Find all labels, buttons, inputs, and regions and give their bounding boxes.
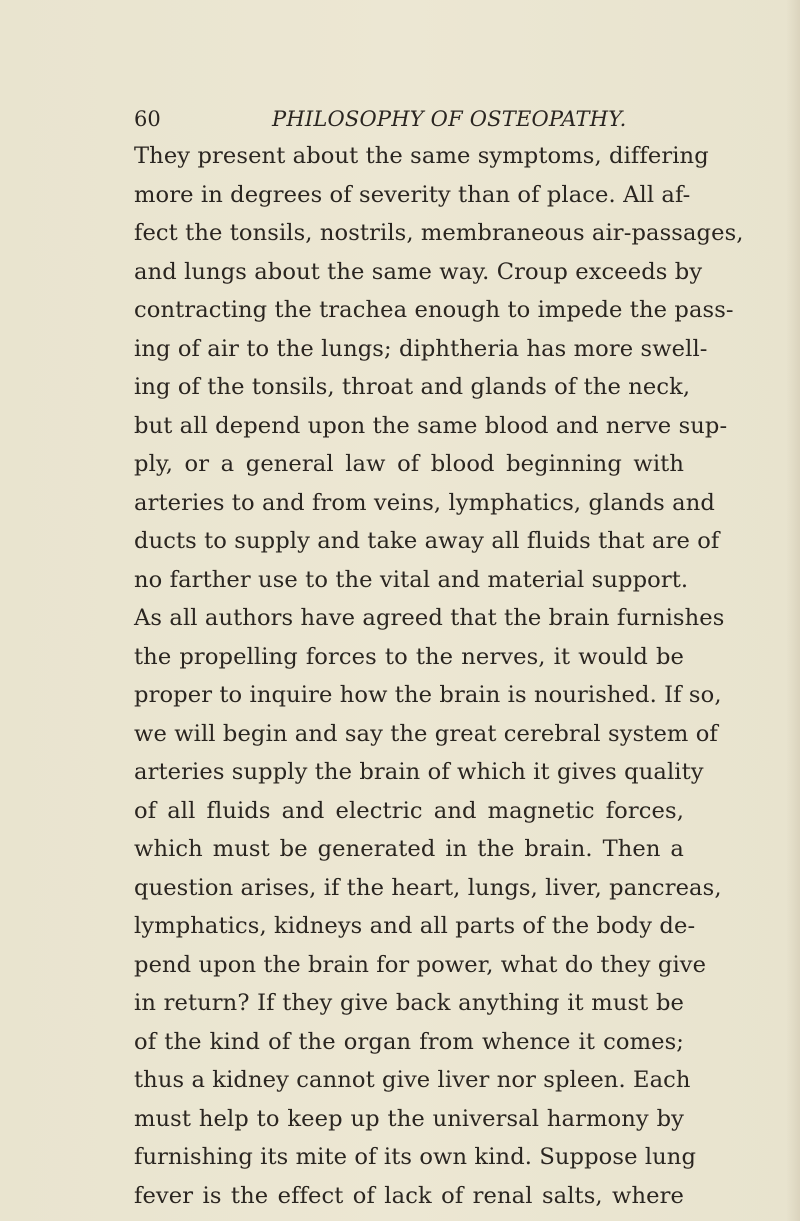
text-line: As all authors have agreed that the brain furnishes — [134, 605, 725, 631]
text-line: must help to keep up the universal harmony by — [134, 1105, 684, 1132]
text-line: They present about the same symptoms, differing — [134, 143, 709, 169]
text-line: thus a kidney cannot give liver nor spleen. Each — [134, 1067, 691, 1093]
text-line: fect the tonsils, nostrils, membraneous air-passages, — [134, 220, 744, 246]
text-line: in return? If they give back anything it must be — [134, 990, 684, 1016]
text-line: which must be generated in the brain. Then a — [134, 836, 684, 862]
text-line: of all fluids and electric and magnetic forces, — [134, 797, 684, 824]
text-line: we will begin and say the great cerebral system of — [134, 720, 718, 747]
text-line: question arises, if the heart, lungs, liver, pancreas, — [134, 874, 722, 901]
text-line: ing of air to the lungs; diphtheria has more swell- — [134, 335, 708, 362]
text-line: ducts to supply and take away all fluids that are of — [134, 528, 720, 554]
text-line: pend upon the brain for power, what do they give — [134, 951, 707, 978]
text-line: no farther use to the vital and material support. — [134, 566, 689, 593]
text-line: the propelling forces to the nerves, it would be — [134, 643, 684, 670]
text-line: contracting the trachea enough to impede the pass- — [134, 297, 734, 323]
page-edge-shadow — [786, 0, 800, 1221]
text-line: arteries to and from veins, lymphatics, glands and — [134, 489, 715, 516]
text-line: more in degrees of severity than of place. All af- — [134, 181, 691, 208]
text-line: of the kind of the organ from whence it comes; — [134, 1028, 684, 1055]
text-line: ing of the tonsils, throat and glands of the neck, — [134, 374, 691, 400]
running-title: PHILOSOPHY OF OSTEOPATHY. — [272, 107, 627, 131]
text-line: proper to inquire how the brain is nourished. If so, — [134, 682, 722, 708]
body-text — [134, 137, 744, 1215]
text-line: but all depend upon the same blood and nerve sup- — [134, 412, 728, 439]
text-line: fever is the effect of lack of renal salts, where — [134, 1182, 684, 1209]
text-line: and lungs about the same way. Croup exceeds by — [134, 258, 703, 285]
text-line: furnishing its mite of its own kind. Suppose lung — [134, 1144, 697, 1170]
text-line: lymphatics, kidneys and all parts of the body de- — [134, 913, 696, 939]
running-head — [134, 104, 674, 134]
text-line: arteries supply the brain of which it gives quality — [134, 759, 704, 785]
text-line: ply, or a general law of blood beginning with — [134, 451, 684, 477]
page-number: 60 — [134, 107, 161, 131]
